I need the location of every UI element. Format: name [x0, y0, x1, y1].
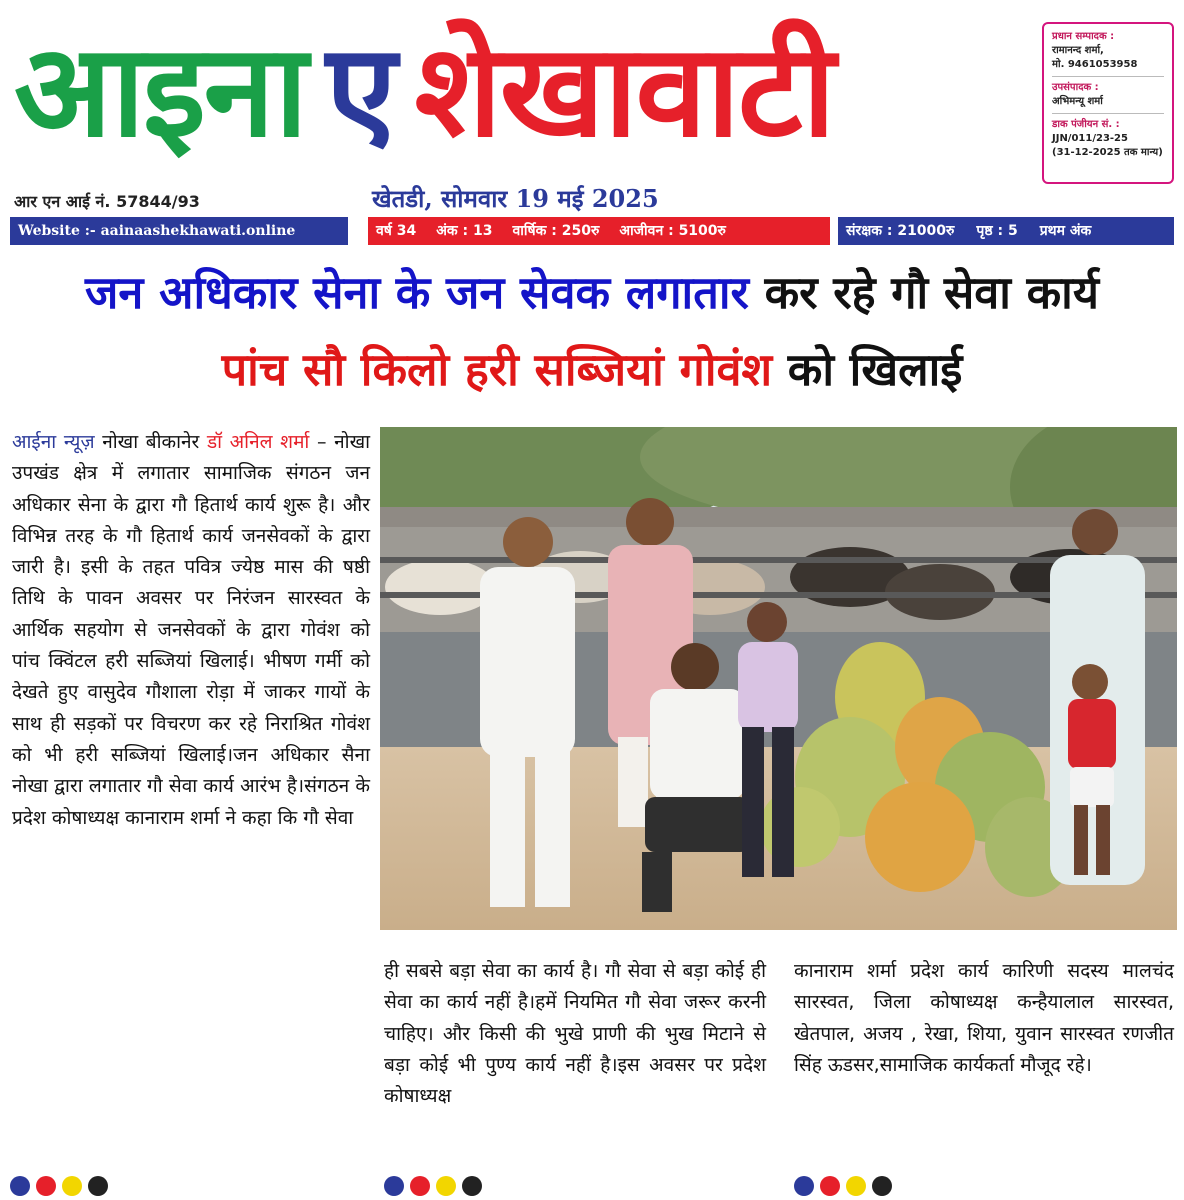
edition-bar	[838, 217, 1174, 245]
edition-label: प्रथम अंक	[1039, 223, 1092, 239]
title-part-3: शेखावाटी	[414, 17, 834, 166]
article-column-1	[12, 427, 370, 834]
headline-1-blue: जन अधिकार सेना के जन सेवक लगातार	[85, 266, 749, 319]
headline-line-1	[0, 255, 1184, 331]
editor-box	[1042, 22, 1174, 184]
column-2-body: ही सबसे बड़ा सेवा का कार्य है। गौ सेवा से बड़ा कोई ही सेवा का कार्य नहीं है।हमें नियमित गौ सेवा जरूर करनी चाहिए। और किसी की भुखे प्राणी की भुख मिटाने से बड़ा कोई भी पुण्य कार्य नहीं है।इस अवसर पर प्रदेश कोषाध्यक्ष	[384, 960, 766, 1108]
column-1-body: – नोखा उपखंड क्षेत्र में लगातार सामाजिक संगठन जन अधिकार सेना के द्वारा गौ हितार्थ कार्य शुरू है। और विभिन्न तरह के गौ हितार्थ कार्य जनसेवकों के द्वारा जारी है। इसी के तहत पवित्र ज्येष्ठ मास की षष्ठी तिथि के पावन अवसर पर निरंजन सारस्वत के आर्थिक सहयोग से जनसेवकों के द्वारा गोवंश को पांच क्विंटल हरी सब्जियां खिलाई। भीषण गर्मी को देखते हुए वासुदेव गौशाला रोड़ा में जाकर गायों के साथ ही सड़कों पर विचरण कर रहे निराश्रित गोवंश को भी हरी सब्जियां खिलाई।जन अधिकार सैना नोखा द्वारा लगातार गौ सेवा कार्य आरंभ है।संगठन के प्रदेश कोषाध्यक्ष कानाराम शर्मा ने कहा कि गौ सेवा	[12, 431, 371, 829]
headline-1-black: कर रहे गौ सेवा कार्य	[764, 266, 1099, 319]
chief-editor-phone: मो. 9461053958	[1052, 59, 1138, 70]
title-part-1: आइना	[14, 17, 306, 166]
headline-line-2	[0, 332, 1184, 408]
footer-dot	[462, 1176, 482, 1196]
footer-dot	[410, 1176, 430, 1196]
column-3-body: कानाराम शर्मा प्रदेश कार्य कारिणी सदस्य मालचंद सारस्वत, जिला कोषाध्यक्ष कन्हैयालाल सारस्वत, खेतपाल, अजय , रेखा, शिया, युवान सारस्वत रणजीत सिंह ऊडसर,सामाजिक कार्यकर्ता मौजूद रहे।	[794, 960, 1174, 1076]
footer-dot	[872, 1176, 892, 1196]
article-column-2	[384, 956, 766, 1112]
lead-reporter: डॉ अनिल शर्मा	[206, 431, 310, 453]
photo-illustration	[380, 427, 1177, 930]
annual-price: वार्षिक : 250रु	[512, 223, 600, 239]
info-bar	[10, 217, 1174, 245]
footer-dot	[436, 1176, 456, 1196]
lifetime-price: आजीवन : 5100रु	[619, 223, 726, 239]
chief-editor-name: रामानन्द शर्मा,	[1052, 45, 1104, 56]
footer-dot	[794, 1176, 814, 1196]
postal-validity: (31-12-2025 तक मान्य)	[1052, 147, 1163, 158]
headline-2-red: पांच सौ किलो हरी सब्जियां गोवंश	[221, 343, 773, 396]
footer-dot	[88, 1176, 108, 1196]
footer-dot	[846, 1176, 866, 1196]
footer-dot	[36, 1176, 56, 1196]
headline-2-black: को खिलाई	[787, 343, 963, 396]
footer-dot	[10, 1176, 30, 1196]
postal-label: डाक पंजीयन सं. :	[1052, 119, 1120, 130]
sub-editor-label: उपसंपादक :	[1052, 82, 1099, 93]
footer-dots-right	[794, 1176, 892, 1196]
article-column-3	[794, 956, 1174, 1081]
footer-dots-middle	[384, 1176, 482, 1196]
masthead	[0, 0, 1184, 250]
footer-dots-left	[10, 1176, 108, 1196]
website-link[interactable]: Website :- aainaashekhawati.online	[10, 217, 348, 245]
title-part-2: ए	[325, 17, 395, 166]
postal-number: JJN/011/23-25	[1052, 133, 1128, 144]
newspaper-title	[14, 4, 834, 179]
sub-editor-name: अभिमन्यू शर्मा	[1052, 96, 1103, 107]
chief-editor-label: प्रधान सम्पादक :	[1052, 31, 1115, 42]
year-label: वर्ष 34	[376, 223, 417, 239]
footer-dot	[384, 1176, 404, 1196]
news-photo	[380, 427, 1177, 930]
editor-divider	[1052, 113, 1164, 114]
lead-place: नोखा बीकानेर	[102, 431, 200, 453]
lead-agency: आईना न्यूज़	[12, 431, 95, 453]
patron-price: संरक्षक : 21000रु	[846, 223, 955, 239]
dateline: खेतडी, सोमवार 19 मई 2025	[372, 184, 659, 213]
rni-number: आर एन आई नं. 57844/93	[14, 192, 200, 211]
subscription-bar	[368, 217, 830, 245]
issue-label: अंक : 13	[436, 223, 493, 239]
footer-dot	[820, 1176, 840, 1196]
footer-dot	[62, 1176, 82, 1196]
editor-divider	[1052, 76, 1164, 77]
page-count: पृष्ठ : 5	[976, 223, 1018, 239]
